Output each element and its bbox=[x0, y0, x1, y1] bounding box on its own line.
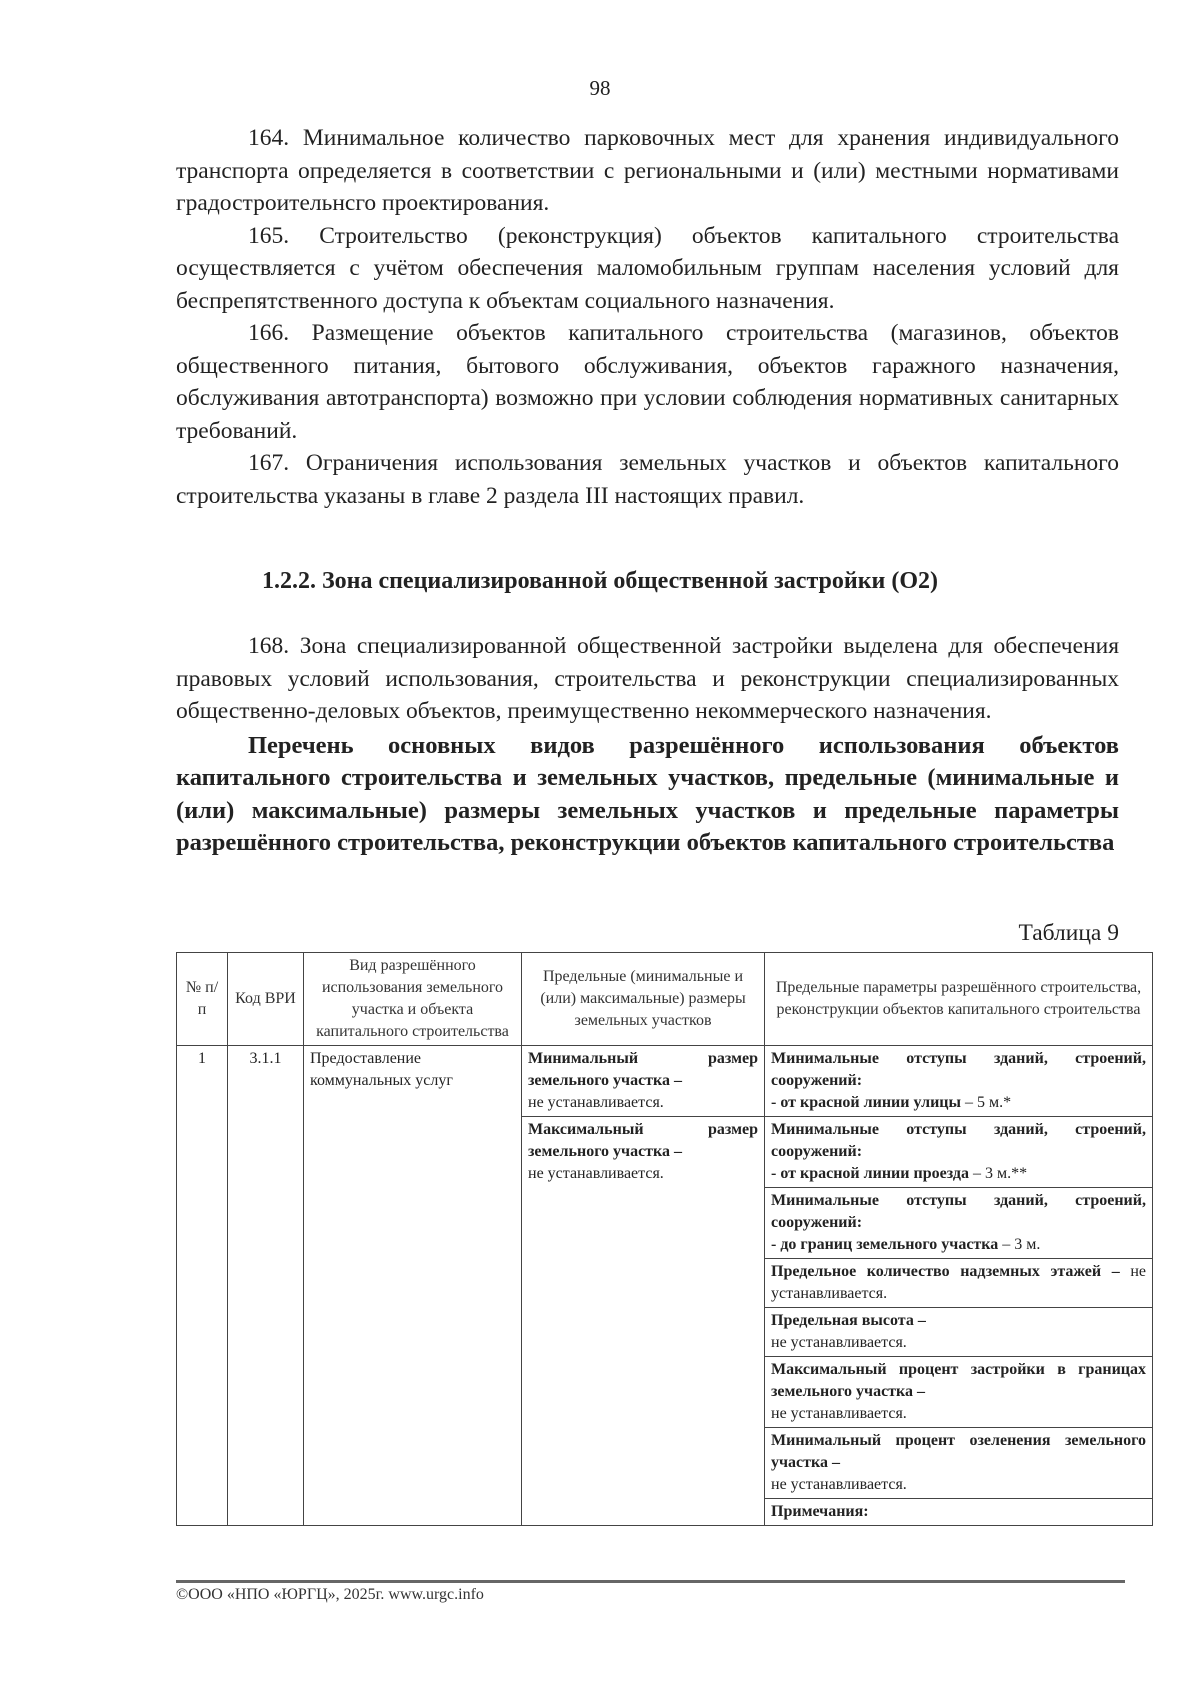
param-value: – 3 м.** bbox=[968, 1165, 1028, 1182]
size-max-value: не устанавливается. bbox=[528, 1165, 664, 1182]
table-row bbox=[177, 1046, 1153, 1117]
zone-block bbox=[176, 630, 1119, 860]
header-num: № п/п bbox=[177, 953, 228, 1046]
cell-size-max bbox=[522, 1117, 765, 1526]
param-line: - до границ земельного участка bbox=[771, 1236, 999, 1253]
footer-copyright: ©ООО «НПО «ЮРГЦ», 2025г. www.urgc.info bbox=[176, 1586, 484, 1603]
paragraphs-block bbox=[176, 122, 1119, 512]
cell-code: 3.1.1 bbox=[228, 1046, 304, 1526]
param-label: Минимальные отступы зданий, строений, сооружений: bbox=[771, 1121, 1146, 1160]
param-label: Минимальные отступы зданий, строений, сооружений: bbox=[771, 1192, 1146, 1231]
param-value: не устанавливается. bbox=[771, 1263, 1146, 1302]
header-kind: Вид разрешённого использования земельного участка и объекта капитального строительства bbox=[304, 953, 522, 1046]
param-cell bbox=[765, 1428, 1153, 1499]
param-line: - от красной линии проезда bbox=[771, 1165, 969, 1182]
param-value: не устанавливается. bbox=[771, 1334, 907, 1351]
param-value: – 5 м.* bbox=[961, 1094, 1012, 1111]
section-heading: 1.2.2. Зона специализированной общественной застройки (О2) bbox=[261, 568, 939, 594]
table-header-row bbox=[177, 953, 1153, 1046]
cell-size-min bbox=[522, 1046, 765, 1117]
param-cell bbox=[765, 1308, 1153, 1357]
paragraph-168: 168. Зона специализированной общественной застройки выделена для обеспечения правовых условий использования, строительства и реконструкции специализированных общественно-деловых объектов, преимущественно некоммерческого назначения. bbox=[176, 633, 1119, 724]
cell-kind: Предоставление коммунальных услуг bbox=[304, 1046, 522, 1526]
param-cell bbox=[765, 1259, 1153, 1308]
param-label: Минимальный процент озеленения земельного участка – bbox=[771, 1432, 1146, 1471]
permitted-use-table bbox=[176, 952, 1153, 1526]
size-min-label: Минимальный размер земельного участка – bbox=[528, 1050, 758, 1089]
header-code: Код ВРИ bbox=[228, 953, 304, 1046]
header-sizes: Предельные (минимальные и (или) максимальные) размеры земельных участков bbox=[522, 953, 765, 1046]
notes-label: Примечания: bbox=[771, 1503, 869, 1520]
page-number: 98 bbox=[589, 76, 611, 100]
header-params: Предельные параметры разрешённого строительства, реконструкции объектов капитального строительства bbox=[765, 953, 1153, 1046]
paragraph-165: 165. Строительство (реконструкция) объектов капитального строительства осуществляется с учётом обеспечения маломобильным группам населения условий для беспрепятственного доступа к объектам социального назначения. bbox=[176, 222, 1119, 314]
param-cell bbox=[765, 1117, 1153, 1188]
footer-divider bbox=[176, 1580, 1125, 1583]
param-label: Предельная высота – bbox=[771, 1312, 926, 1329]
paragraph-166: 166. Размещение объектов капитального строительства (магазинов, объектов общественного питания, бытового обслуживания, объектов гаражного назначения, обслуживания автотранспорта) возможно при условии соблюдения нормативных санитарных требований. bbox=[176, 320, 1119, 444]
param-value: – 3 м. bbox=[998, 1236, 1041, 1253]
table-caption: Таблица 9 bbox=[1018, 920, 1119, 946]
param-label: Предельное количество надземных этажей – bbox=[771, 1263, 1120, 1280]
param-label: Минимальные отступы зданий, строений, сооружений: bbox=[771, 1050, 1146, 1089]
size-max-label: Максимальный размер земельного участка – bbox=[528, 1121, 758, 1160]
param-cell-notes bbox=[765, 1499, 1153, 1526]
param-value: не устанавливается. bbox=[771, 1476, 907, 1493]
list-heading: Перечень основных видов разрешённого использования объектов капитального строительства и земельных участков, предельные (минимальные и (или) максимальные) размеры земельных участков и предельные параметры разрешённого строительства, реконструкции объектов капитального строительства bbox=[176, 731, 1119, 856]
param-line: - от красной линии улицы bbox=[771, 1094, 961, 1111]
paragraph-164: 164. Минимальное количество парковочных мест для хранения индивидуального транспорта определяется в соответствии с региональными и (или) местными нормативами градостроительнсго проектирования. bbox=[176, 125, 1119, 216]
param-value: не устанавливается. bbox=[771, 1405, 907, 1422]
cell-num: 1 bbox=[177, 1046, 228, 1526]
paragraph-167: 167. Ограничения использования земельных участков и объектов капитального строительства указаны в главе 2 раздела III настоящих правил. bbox=[176, 450, 1119, 509]
size-min-value: не устанавливается. bbox=[528, 1094, 664, 1111]
param-label: Максимальный процент застройки в границах земельного участка – bbox=[771, 1361, 1146, 1400]
param-cell bbox=[765, 1046, 1153, 1117]
param-cell bbox=[765, 1357, 1153, 1428]
param-cell bbox=[765, 1188, 1153, 1259]
